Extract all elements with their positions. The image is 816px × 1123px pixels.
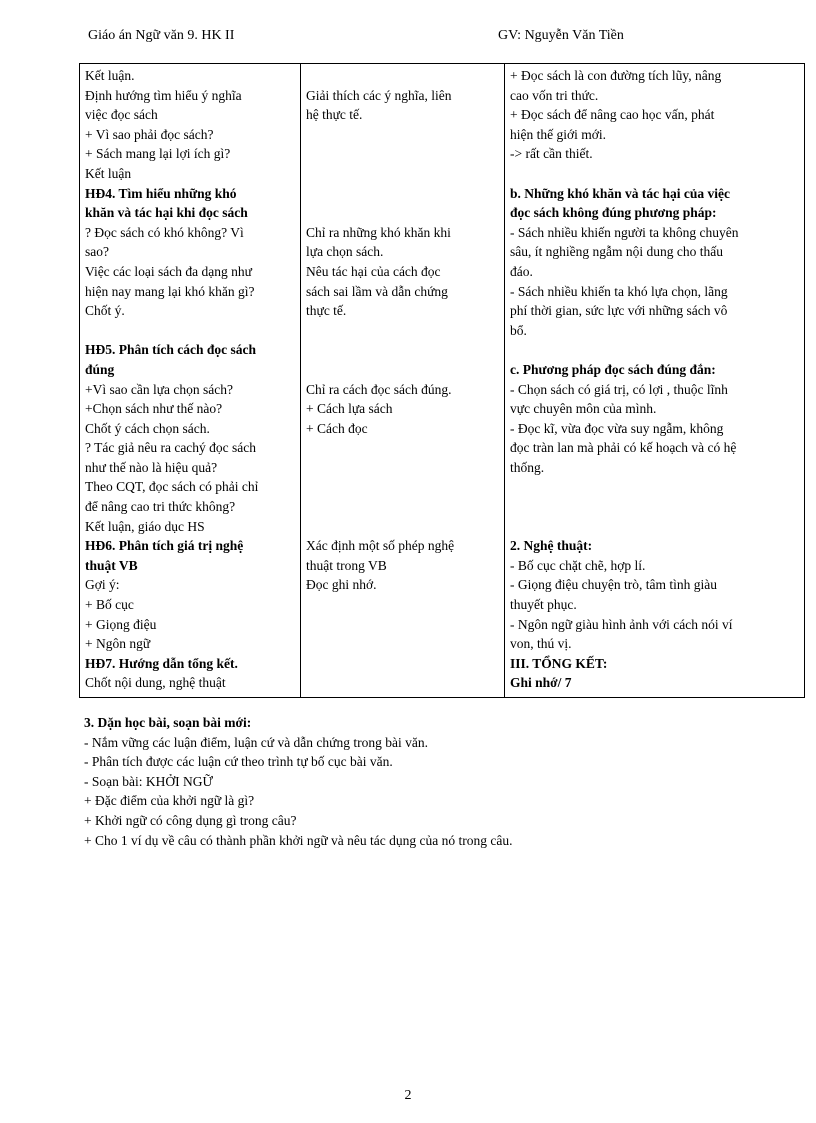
- text-line: Chỉ ra những khó khăn khi: [306, 224, 451, 240]
- text-line: Chốt ý.: [85, 303, 125, 319]
- text-line: Kết luận.: [85, 68, 135, 83]
- text-line: 3. Dặn học bài, soạn bài mới:: [84, 715, 252, 730]
- text-line: [306, 477, 500, 497]
- text-line: HĐ6. Phân tích giá trị nghệ: [85, 538, 244, 554]
- text-line: hệ thực tế.: [306, 107, 363, 123]
- text-line: Nêu tác hại của cách đọc: [306, 263, 441, 279]
- homework-section: [84, 713, 784, 850]
- text-line: - Chọn sách có giá trị, có lợi , thuộc lĩnh: [510, 381, 728, 397]
- text-line: -> rất cần thiết.: [510, 146, 593, 162]
- text-line: Kết luận, giáo dục HS: [85, 518, 205, 534]
- text-line: 2. Nghệ thuật:: [510, 538, 593, 554]
- text-line: III. TỔNG KẾT:: [510, 655, 608, 671]
- text-line: - Bố cục chặt chẽ, hợp lí.: [510, 557, 646, 573]
- text-line: [510, 477, 800, 497]
- text-line: + Cách lựa sách: [306, 401, 393, 417]
- text-line: [306, 203, 500, 223]
- text-line: - Soạn bài: KHỞI NGỮ: [84, 773, 213, 789]
- text-line: Kết luận: [85, 165, 132, 181]
- text-line: [510, 164, 800, 184]
- text-line: hiện nay mang lại khó khăn gì?: [85, 283, 255, 299]
- text-line: [510, 340, 800, 360]
- text-line: [306, 360, 500, 380]
- text-line: - Sách nhiều khiến ta khó lựa chọn, lãng: [510, 283, 728, 299]
- text-line: [306, 517, 500, 537]
- text-line: Đọc ghi nhớ.: [306, 577, 377, 593]
- text-line: đáo.: [510, 263, 533, 279]
- text-line: + Bố cục: [85, 597, 134, 613]
- text-line: [306, 438, 500, 458]
- text-line: [306, 497, 500, 517]
- text-line: HĐ7. Hướng dẫn tổng kết.: [85, 655, 238, 671]
- text-line: vực chuyên môn của mình.: [510, 401, 657, 417]
- text-line: Gợi ý:: [85, 577, 120, 593]
- text-line: Việc các loại sách đa dạng như: [85, 263, 252, 279]
- text-line: cao vốn tri thức.: [510, 87, 599, 103]
- text-line: để nâng cao tri thức không?: [85, 499, 236, 515]
- text-line: +Vì sao cần lựa chọn sách?: [85, 381, 233, 397]
- text-line: Theo CQT, đọc sách có phải chỉ: [85, 479, 259, 495]
- text-line: sách sai lầm và dẫn chứng: [306, 283, 448, 299]
- header-left: Giáo án Ngữ văn 9. HK II: [88, 28, 235, 43]
- text-line: - Giọng điệu chuyện trò, tâm tình giàu: [510, 577, 717, 593]
- page-number: 2: [404, 1088, 412, 1103]
- text-line: [306, 340, 500, 360]
- text-line: Chỉ ra cách đọc sách đúng.: [306, 381, 452, 397]
- text-line: bổ.: [510, 322, 527, 338]
- text-line: von, thú vị.: [510, 636, 572, 652]
- text-line: đúng: [85, 361, 115, 377]
- text-line: [85, 321, 296, 341]
- text-line: + Sách mang lại lợi ích gì?: [85, 146, 231, 162]
- text-line: như thế nào là hiệu quả?: [85, 459, 218, 475]
- text-line: + Giọng điệu: [85, 616, 157, 632]
- text-line: Xác định một số phép nghệ: [306, 538, 455, 554]
- text-line: hiện thế giới mới.: [510, 126, 607, 142]
- teacher-student-activities-cell: [80, 64, 301, 698]
- text-line: sâu, ít nghiềng ngẫm nội dung cho thấu: [510, 244, 723, 260]
- text-line: - Phân tích được các luận cứ theo trình tự bố cục bài văn.: [84, 754, 393, 770]
- text-line: thực tế.: [306, 303, 347, 319]
- text-line: thuật trong VB: [306, 557, 387, 573]
- content-cell: [505, 64, 805, 698]
- text-line: khăn và tác hại khi đọc sách: [85, 205, 248, 221]
- text-line: ? Đọc sách có khó không? Vì: [85, 224, 244, 240]
- text-line: + Vì sao phải đọc sách?: [85, 126, 214, 142]
- text-line: [510, 497, 800, 517]
- text-line: [306, 144, 500, 164]
- table-row: [80, 64, 805, 698]
- text-line: - Sách nhiều khiến người ta không chuyên: [510, 224, 739, 240]
- text-line: [306, 458, 500, 478]
- text-line: [510, 517, 800, 537]
- text-line: Giải thích các ý nghĩa, liên: [306, 87, 452, 103]
- text-line: đọc sách không đúng phương pháp:: [510, 205, 717, 221]
- text-line: + Đọc sách để nâng cao học vấn, phát: [510, 107, 715, 123]
- text-line: [306, 184, 500, 204]
- text-line: phí thời gian, sức lực với những sách vô: [510, 303, 728, 319]
- text-line: - Ngôn ngữ giàu hình ảnh với cách nói ví: [510, 616, 733, 632]
- text-line: HĐ4. Tìm hiểu những khó: [85, 185, 237, 201]
- text-line: Chốt nội dung, nghệ thuật: [85, 675, 226, 691]
- text-line: c. Phương pháp đọc sách đúng đắn:: [510, 361, 716, 377]
- student-tasks-cell: [301, 64, 505, 698]
- text-line: Chốt ý cách chọn sách.: [85, 420, 210, 436]
- text-line: Định hướng tìm hiểu ý nghĩa: [85, 87, 242, 103]
- text-line: + Ngôn ngữ: [85, 636, 151, 652]
- text-line: + Đặc điểm của khởi ngữ là gì?: [84, 793, 255, 809]
- text-line: đọc tràn lan mà phải có kế hoạch và có hệ: [510, 440, 737, 456]
- text-line: + Cách đọc: [306, 420, 368, 436]
- lesson-table: [79, 63, 805, 698]
- text-line: +Chọn sách như thế nào?: [85, 401, 223, 417]
- text-line: việc đọc sách: [85, 107, 158, 123]
- text-line: sao?: [85, 244, 109, 260]
- text-line: thuyết phục.: [510, 597, 577, 613]
- text-line: [306, 125, 500, 145]
- text-line: Ghi nhớ/ 7: [510, 675, 572, 691]
- text-line: [306, 66, 500, 86]
- text-line: HĐ5. Phân tích cách đọc sách: [85, 342, 257, 358]
- text-line: [306, 164, 500, 184]
- text-line: - Nắm vững các luận điểm, luận cứ và dẫn chứng trong bài văn.: [84, 734, 428, 750]
- text-line: + Khởi ngữ có công dụng gì trong câu?: [84, 812, 297, 828]
- text-line: [306, 321, 500, 341]
- text-line: lựa chọn sách.: [306, 244, 384, 260]
- text-line: + Đọc sách là con đường tích lũy, nâng: [510, 68, 722, 83]
- header-right: GV: Nguyễn Văn Tiền: [498, 28, 624, 43]
- text-line: thuật VB: [85, 557, 138, 573]
- text-line: - Đọc kĩ, vừa đọc vừa suy ngẫm, không: [510, 420, 724, 436]
- text-line: + Cho 1 ví dụ về câu có thành phần khởi ngữ và nêu tác dụng của nó trong câu.: [84, 832, 513, 848]
- text-line: thống.: [510, 459, 545, 475]
- text-line: ? Tác giả nêu ra cachý đọc sách: [85, 440, 257, 456]
- text-line: b. Những khó khăn và tác hại của việc: [510, 185, 731, 201]
